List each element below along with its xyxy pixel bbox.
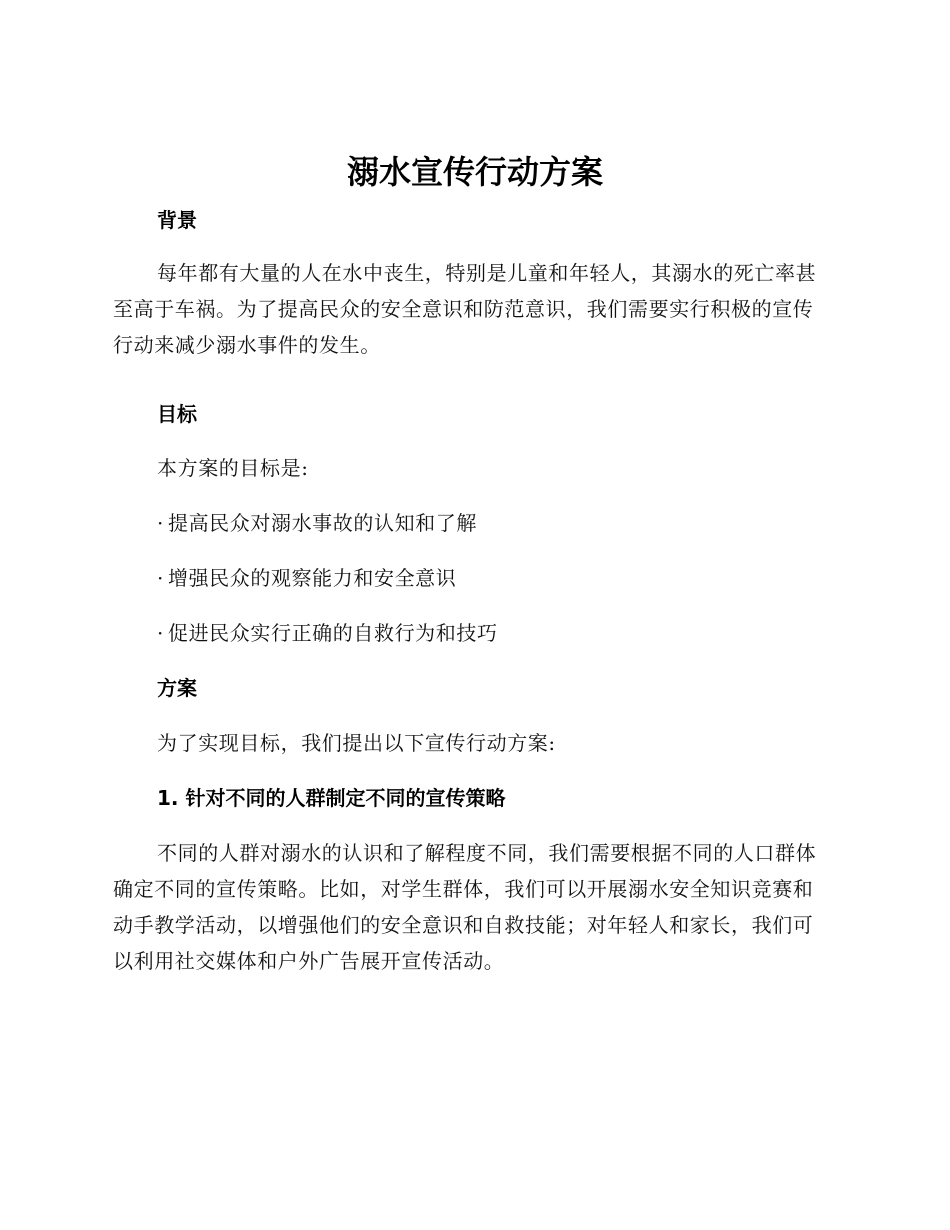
section-heading-goals: 目标 <box>157 402 197 426</box>
background-paragraph: 每年都有大量的人在水中丧生，特别是儿童和年轻人，其溺水的死亡率甚至高于车祸。为了提高民众的安全意识和防范意识，我们需要实行积极的宣传行动来减少溺水事件的发生。 <box>113 261 817 357</box>
goal-list-item <box>157 508 477 538</box>
goals-intro: 本方案的目标是: <box>157 456 309 480</box>
goal-item-text: 促进民众实行正确的自救行为和技巧 <box>167 621 498 645</box>
bullet-dot: · <box>157 511 164 535</box>
bullet-dot: · <box>157 621 164 645</box>
strategy-paragraph: 不同的人群对溺水的认识和了解程度不同，我们需要根据不同的人口群体确定不同的宣传策略。比如，对学生群体，我们可以开展溺水安全知识竞赛和动手教学活动，以增强他们的安全意识和自救技能；对年轻人和家长，我们可以利用社交媒体和户外广告展开宣传活动。 <box>113 841 817 973</box>
goal-item-text: 增强民众的观察能力和安全意识 <box>167 566 457 590</box>
section-heading-background: 背景 <box>157 208 197 232</box>
bullet-dot: · <box>157 566 164 590</box>
document-title: 溺水宣传行动方案 <box>346 153 603 191</box>
plan-intro: 为了实现目标，我们提出以下宣传行动方案: <box>157 731 556 755</box>
section-heading-plan: 方案 <box>157 676 197 700</box>
subsection-heading-strategy: 1. 针对不同的人群制定不同的宣传策略 <box>157 786 506 810</box>
goal-list-item <box>157 618 498 648</box>
goal-item-text: 提高民众对溺水事故的认知和了解 <box>167 511 477 535</box>
goal-list-item <box>157 563 456 593</box>
